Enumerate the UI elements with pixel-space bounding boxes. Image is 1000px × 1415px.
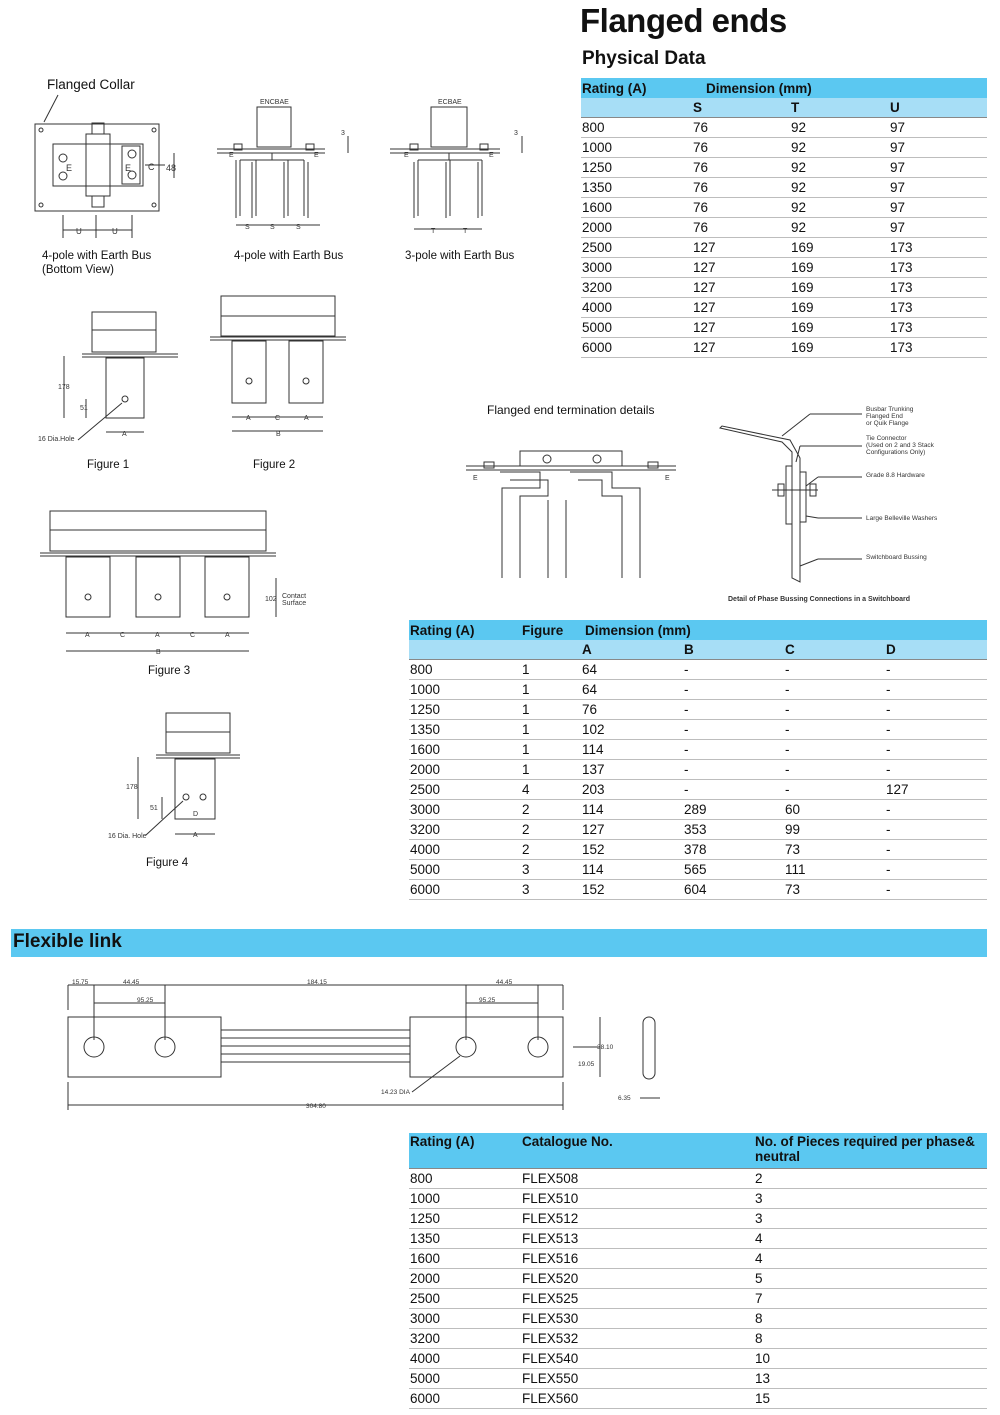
col-u: U	[889, 98, 987, 118]
col-t: T	[790, 98, 889, 118]
table-cell: 5000	[581, 318, 692, 338]
table-cell: 114	[581, 860, 683, 880]
table-cell: 127	[692, 318, 790, 338]
callout-hardware: Grade 8.8 Hardware	[866, 472, 925, 479]
col-catalogue: Catalogue No.	[521, 1133, 754, 1169]
svg-text:B: B	[276, 431, 281, 438]
table-cell: 378	[683, 840, 784, 860]
table-cell: 1600	[409, 1249, 521, 1269]
callout-bussing: Switchboard Bussing	[866, 554, 927, 561]
table-cell: 1	[521, 740, 581, 760]
table-cell: 111	[784, 860, 885, 880]
table-cell: 3000	[581, 258, 692, 278]
fig4-dim-178: 178	[126, 784, 138, 791]
table-cell: -	[683, 720, 784, 740]
table-cell: 76	[692, 178, 790, 198]
table-cell: FLEX532	[521, 1329, 754, 1349]
four-pole-drawing	[217, 107, 348, 225]
dim-15-75: 15.75	[72, 979, 89, 986]
svg-text:S: S	[270, 224, 275, 231]
table-cell: 114	[581, 740, 683, 760]
table-cell: 97	[889, 198, 987, 218]
table-cell: 2	[754, 1169, 987, 1189]
table-cell: 152	[581, 840, 683, 860]
svg-text:C: C	[148, 162, 155, 172]
table-cell: 6000	[409, 880, 521, 900]
figure-1-caption: Figure 1	[87, 459, 130, 471]
table-cell: 127	[581, 820, 683, 840]
col-s: S	[692, 98, 790, 118]
svg-text:T: T	[463, 228, 468, 235]
table-cell: 1	[521, 720, 581, 740]
table-cell: 1250	[409, 700, 521, 720]
svg-text:E: E	[125, 163, 132, 173]
table-cell: -	[885, 840, 987, 860]
svg-text:A: A	[155, 632, 160, 639]
table-cell: -	[885, 660, 987, 680]
table-cell: 5	[754, 1269, 987, 1289]
three-pole-drawing	[390, 107, 522, 229]
table-cell: FLEX525	[521, 1289, 754, 1309]
table-cell: 76	[692, 158, 790, 178]
col-dimension: Dimension (mm)	[581, 620, 987, 640]
table-cell: 6000	[581, 338, 692, 358]
table-cell: 76	[581, 700, 683, 720]
table-cell: 3200	[409, 820, 521, 840]
table-cell: 8	[754, 1309, 987, 1329]
svg-text:3: 3	[341, 130, 345, 137]
svg-text:S: S	[296, 224, 301, 231]
table-cell: -	[683, 660, 784, 680]
table-cell: 5000	[409, 1369, 521, 1389]
caption-4pole-bottom: 4-pole with Earth Bus	[42, 250, 152, 262]
table-cell: 173	[889, 238, 987, 258]
table-cell: 289	[683, 800, 784, 820]
figure-4-drawing	[138, 713, 240, 835]
table-cell: 92	[790, 178, 889, 198]
physical-data-heading: Physical Data	[582, 48, 706, 69]
col-rating: Rating (A)	[581, 78, 692, 98]
callout-busbar: Busbar Trunking	[866, 406, 914, 413]
table-cell: 127	[692, 338, 790, 358]
caption-bottom-view: (Bottom View)	[42, 264, 115, 276]
termination-drawing	[466, 451, 676, 578]
table-cell: 2000	[409, 760, 521, 780]
table-cell: FLEX513	[521, 1229, 754, 1249]
table-cell: 173	[889, 318, 987, 338]
table-cell: FLEX530	[521, 1309, 754, 1329]
table-cell: 4	[754, 1229, 987, 1249]
svg-text:C: C	[275, 415, 281, 422]
svg-text:A: A	[246, 415, 251, 422]
table-cell: 6000	[409, 1389, 521, 1409]
table-cell: FLEX516	[521, 1249, 754, 1269]
table-cell: 353	[683, 820, 784, 840]
table-cell: 4000	[409, 840, 521, 860]
table-cell: FLEX550	[521, 1369, 754, 1389]
figure-4-caption: Figure 4	[146, 857, 189, 869]
table-cell: 1	[521, 660, 581, 680]
dim-184-15: 184.15	[307, 979, 327, 986]
table-cell: -	[885, 720, 987, 740]
contact-label: Contact	[282, 593, 307, 600]
table-cell: -	[784, 720, 885, 740]
flexible-link-drawing	[68, 985, 660, 1110]
label-ecbae: ECBAE	[438, 99, 462, 106]
table-cell: 3200	[409, 1329, 521, 1349]
dim-19-05: 19.05	[578, 1061, 595, 1068]
table-cell: 92	[790, 198, 889, 218]
table-cell: 97	[889, 138, 987, 158]
phase-bussing-detail-drawing	[720, 414, 862, 582]
table-cell: 97	[889, 218, 987, 238]
table-cell: 169	[790, 278, 889, 298]
table-cell: 114	[581, 800, 683, 820]
table-cell: -	[784, 660, 885, 680]
svg-text:3: 3	[514, 130, 518, 137]
table-cell: 1350	[581, 178, 692, 198]
table-cell: 60	[784, 800, 885, 820]
dim-6-35: 6.35	[618, 1095, 631, 1102]
col-rating: Rating (A)	[409, 620, 521, 640]
table-cell: -	[784, 780, 885, 800]
table-cell: 64	[581, 660, 683, 680]
table-cell: 127	[692, 278, 790, 298]
table-cell: 15	[754, 1389, 987, 1409]
figure-3-drawing	[40, 511, 276, 651]
dim-95-25: 95.25	[137, 997, 154, 1004]
dim-44-45b: 44.45	[496, 979, 513, 986]
table-cell: 1000	[409, 680, 521, 700]
svg-text:C: C	[120, 632, 126, 639]
table-cell: 64	[581, 680, 683, 700]
table-cell: 169	[790, 238, 889, 258]
table-cell: 8	[754, 1329, 987, 1349]
svg-text:A: A	[85, 632, 90, 639]
table-cell: 800	[409, 1169, 521, 1189]
table-cell: 2	[521, 840, 581, 860]
table-cell: 127	[692, 298, 790, 318]
page-title: Flanged ends	[580, 2, 787, 39]
table-cell: 10	[754, 1349, 987, 1369]
table-cell: 565	[683, 860, 784, 880]
table-cell: 3000	[409, 1309, 521, 1329]
detail-caption: Detail of Phase Bussing Connections in a Switchboard	[728, 596, 911, 603]
table-cell: 127	[885, 780, 987, 800]
figure-1-drawing	[64, 312, 178, 440]
table-cell: 3	[754, 1209, 987, 1229]
svg-text:or Quik Flange: or Quik Flange	[866, 420, 909, 427]
table-cell: 4000	[409, 1349, 521, 1369]
svg-text:E: E	[489, 152, 494, 159]
table-cell: -	[683, 740, 784, 760]
table-cell: -	[885, 740, 987, 760]
svg-text:U: U	[76, 227, 82, 236]
table-cell: 4	[521, 780, 581, 800]
table-cell: 4000	[581, 298, 692, 318]
termination-caption: Flanged end termination details	[487, 403, 655, 417]
table-cell: 1250	[581, 158, 692, 178]
fig4-hole: 16 Dia. Hole	[108, 833, 147, 840]
callout-washers: Large Belleville Washers	[866, 515, 938, 522]
dim-dia: 14.23 DIA	[381, 1089, 410, 1096]
table-cell: -	[885, 760, 987, 780]
svg-text:A: A	[122, 431, 127, 438]
fig1-dim-51: 51	[80, 405, 88, 412]
svg-text:E: E	[473, 475, 478, 482]
table-cell: 13	[754, 1369, 987, 1389]
table-cell: FLEX560	[521, 1389, 754, 1409]
table-cell: -	[683, 780, 784, 800]
label-encbae: ENCBAE	[260, 99, 289, 106]
svg-text:Configurations Only): Configurations Only)	[866, 449, 926, 456]
table-cell: 1	[521, 680, 581, 700]
figure-2-drawing	[210, 296, 346, 431]
svg-text:E: E	[314, 152, 319, 159]
table-cell: 169	[790, 318, 889, 338]
table-cell: 3000	[409, 800, 521, 820]
table-cell: 1000	[581, 138, 692, 158]
table-cell: -	[784, 680, 885, 700]
table-cell: -	[683, 760, 784, 780]
col-rating: Rating (A)	[409, 1133, 521, 1169]
table-cell: -	[885, 800, 987, 820]
table-cell: FLEX520	[521, 1269, 754, 1289]
svg-text:(Used on 2 and 3 Stack: (Used on 2 and 3 Stack	[866, 442, 934, 449]
figure-3-caption: Figure 3	[148, 665, 191, 677]
svg-text:C: C	[190, 632, 196, 639]
table-cell: 1	[521, 760, 581, 780]
figure-2-caption: Figure 2	[253, 459, 296, 471]
table-cell: 3	[754, 1189, 987, 1209]
dim-48: 48	[166, 163, 177, 173]
col-b: B	[683, 640, 784, 660]
table-cell: 2500	[581, 238, 692, 258]
col-pieces: No. of Pieces required per phase& neutral	[754, 1133, 987, 1169]
table-cell: 1350	[409, 720, 521, 740]
caption-3pole: 3-pole with Earth Bus	[405, 250, 515, 262]
dim-44-45: 44.45	[123, 979, 140, 986]
col-figure: Figure	[521, 620, 581, 640]
table-cell: 2	[521, 800, 581, 820]
table-cell: 99	[784, 820, 885, 840]
table-cell: 7	[754, 1289, 987, 1309]
table-cell: 800	[581, 118, 692, 138]
table-cell: -	[683, 680, 784, 700]
table-cell: 3	[521, 860, 581, 880]
table-cell: 92	[790, 218, 889, 238]
surface-label: Surface	[282, 600, 307, 607]
table-cell: 73	[784, 840, 885, 860]
table-cell: 76	[692, 218, 790, 238]
table-cell: 3200	[581, 278, 692, 298]
table-cell: 137	[581, 760, 683, 780]
table-cell: 169	[790, 338, 889, 358]
callout-tie: Tie Connector	[866, 435, 907, 442]
col-dimension: Dimension (mm)	[692, 78, 987, 98]
table-cell: 92	[790, 118, 889, 138]
table-cell: 2000	[581, 218, 692, 238]
table-cell: 97	[889, 178, 987, 198]
table-cell: 2000	[409, 1269, 521, 1289]
svg-text:D: D	[193, 811, 199, 818]
table-cell: 1250	[409, 1209, 521, 1229]
table-cell: -	[683, 700, 784, 720]
table-cell: 4	[754, 1249, 987, 1269]
table-cell: 169	[790, 298, 889, 318]
table-cell: 97	[889, 158, 987, 178]
svg-text:A: A	[193, 832, 198, 839]
table-cell: 2500	[409, 780, 521, 800]
table-cell: -	[885, 820, 987, 840]
svg-text:Flanged End: Flanged End	[866, 413, 903, 420]
flexible-link-heading: Flexible link	[13, 931, 122, 952]
table-cell: -	[784, 700, 885, 720]
table-cell: 173	[889, 258, 987, 278]
table-cell: 169	[790, 258, 889, 278]
svg-text:U: U	[112, 227, 118, 236]
table-cell: 76	[692, 198, 790, 218]
col-d: D	[885, 640, 987, 660]
table-cell: 173	[889, 278, 987, 298]
table-cell: 73	[784, 880, 885, 900]
col-c: C	[784, 640, 885, 660]
table-cell: -	[885, 680, 987, 700]
svg-text:E: E	[404, 152, 409, 159]
table-cell: -	[885, 860, 987, 880]
svg-text:E: E	[665, 475, 670, 482]
table-cell: -	[784, 760, 885, 780]
table-cell: 1600	[581, 198, 692, 218]
fig3-dim-102: 102	[265, 596, 277, 603]
table-cell: 1	[521, 700, 581, 720]
fig1-dim-178: 178	[58, 384, 70, 391]
table-cell: 1600	[409, 740, 521, 760]
table-cell: 203	[581, 780, 683, 800]
table-cell: 604	[683, 880, 784, 900]
caption-4pole: 4-pole with Earth Bus	[234, 250, 344, 262]
table-cell: 1350	[409, 1229, 521, 1249]
svg-text:B: B	[156, 649, 161, 656]
table-cell: 3	[521, 880, 581, 900]
table-cell: -	[885, 700, 987, 720]
table-cell: 2500	[409, 1289, 521, 1309]
fig4-dim-51: 51	[150, 805, 158, 812]
table-cell: 5000	[409, 860, 521, 880]
col-a: A	[581, 640, 683, 660]
svg-text:S: S	[245, 224, 250, 231]
table-cell: -	[885, 880, 987, 900]
flanged-collar-label: Flanged Collar	[47, 77, 135, 92]
svg-text:T: T	[431, 228, 436, 235]
fig1-hole: 16 Dia.Hole	[38, 436, 75, 443]
svg-text:E: E	[229, 152, 234, 159]
table-cell: 800	[409, 660, 521, 680]
table-cell: FLEX512	[521, 1209, 754, 1229]
dim-38-10: 38.10	[597, 1044, 614, 1051]
dim-304-80: 304.80	[306, 1103, 326, 1110]
table-cell: 173	[889, 338, 987, 358]
table-cell: 92	[790, 158, 889, 178]
table-cell: 173	[889, 298, 987, 318]
table-cell: 2	[521, 820, 581, 840]
table-cell: 152	[581, 880, 683, 900]
svg-text:E: E	[66, 163, 73, 173]
table-cell: FLEX510	[521, 1189, 754, 1209]
table-cell: 76	[692, 118, 790, 138]
svg-text:A: A	[304, 415, 309, 422]
table-cell: 127	[692, 258, 790, 278]
table-cell: 92	[790, 138, 889, 158]
table-cell: FLEX540	[521, 1349, 754, 1369]
table-cell: 127	[692, 238, 790, 258]
table-cell: 97	[889, 118, 987, 138]
table-cell: 102	[581, 720, 683, 740]
table-cell: 76	[692, 138, 790, 158]
table-cell: -	[784, 740, 885, 760]
table-cell: FLEX508	[521, 1169, 754, 1189]
dim-95-25b: 95.25	[479, 997, 496, 1004]
table-cell: 1000	[409, 1189, 521, 1209]
svg-text:A: A	[225, 632, 230, 639]
